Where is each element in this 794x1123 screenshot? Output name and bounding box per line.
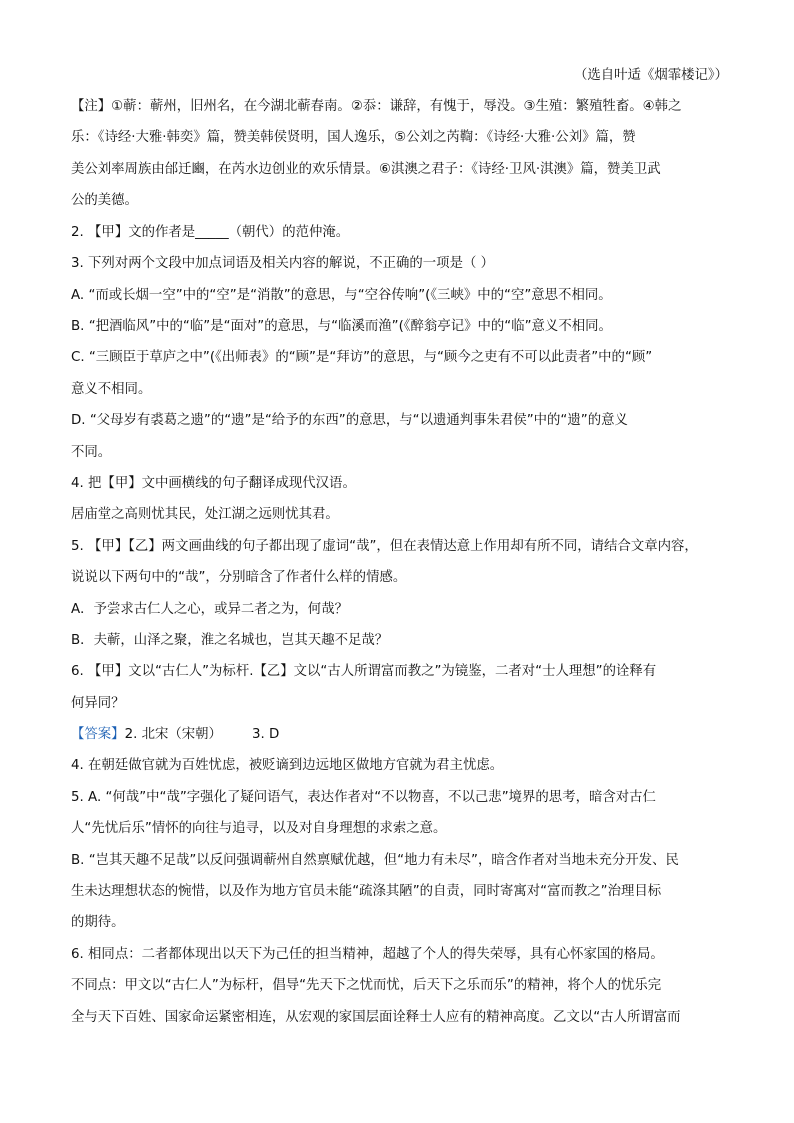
note-line-4: 公的美德。	[71, 193, 138, 208]
answer-4: 4. 在朝廷做官就为百姓忧虑，被贬谪到边远地区做地方官就为君主忧虑。	[71, 758, 504, 773]
answer-5a-line-1: 5. A. “何哉”中“哉”字强化了疑问语气，表达作者对“不以物喜，不以己悲”境界的思考，暗含对古仁	[71, 790, 656, 805]
answer-5a-line-2: 人“先忧后乐”情怀的向往与追寻，以及对自身理想的求索之意。	[71, 821, 447, 836]
answer-5b-line-3: 的期待。	[71, 915, 125, 930]
note-line-2: 乐：《诗经·大雅·韩奕》篇，赞美韩侯贤明，国人逸乐，⑤公刘之芮鞫：《诗经·大雅·公刘》篇，赞	[71, 130, 636, 145]
question-3-option-a: A. “而或长烟一空”中的“空”是“消散”的意思，与“空谷传响”(《三峡》中的“空”意思不相同。	[71, 288, 612, 303]
question-6-stem-line-1: 6. 【甲】文以“古仁人”为标杆.【乙】文以“古人所谓富而教之”为镜鉴，二者对“士人理想”的诠释有	[71, 664, 657, 679]
answers-line	[71, 725, 731, 745]
question-6-stem-line-2: 何异同？	[71, 696, 125, 711]
answer-tag: 【答案】	[71, 727, 125, 742]
question-4-sentence: 居庙堂之高则忧其民，处江湖之远则忧其君。	[71, 507, 339, 522]
question-5-option-b: B．夫蕲，山泽之聚，淮之名城也，岂其天趣不足哉？	[71, 633, 389, 648]
source-citation: （选自叶适《烟霏楼记》）	[574, 68, 728, 83]
answer-6-line-1: 6. 相同点：二者都体现出以天下为己任的担当精神，超越了个人的得失荣辱，具有心怀家国的格局。	[71, 947, 664, 962]
question-5-stem-line-1: 5. 【甲】【乙】两文画曲线的句子都出现了虚词“哉”，但在表情达意上作用却有所不同，请结合文章内容，	[71, 539, 698, 554]
question-3-option-b: B. “把酒临风”中的“临”是“面对”的意思，与“临溪而渔”(《醉翁亭记》中的“临”意义不相同。	[71, 319, 612, 334]
answer-5b-line-2: 生未达理想状态的惋惜，以及作为地方官员未能“疏涤其陋”的自责，同时寄寓对“富而教之”治理目标	[71, 884, 662, 899]
question-4-stem: 4. 把【甲】文中画横线的句子翻译成现代汉语。	[71, 476, 356, 491]
question-3-stem: 3. 下列对两个文段中加点词语及相关内容的解说，不正确的一项是（ ）	[71, 256, 495, 271]
answer-6-line-3: 全与天下百姓、国家命运紧密相连，从宏观的家国层面诠释士人应有的精神高度。乙文以“古人所谓富而	[71, 1010, 681, 1025]
question-5-option-a: A．予尝求古仁人之心，或异二者之为，何哉？	[71, 602, 348, 617]
question-3-option-d-line-2: 不同。	[71, 445, 112, 460]
question-3-option-c-line-1: C. “三顾臣于草庐之中”(《出师表》的“顾”是“拜访”的意思，与“顾今之吏有不可以此责者”中的“顾”	[71, 350, 653, 365]
note-line-3: 美公刘率周族由邰迁豳，在芮水边创业的欢乐情景。⑥淇澳之君子：《诗经·卫风·淇澳》篇，赞美卫武	[71, 162, 661, 177]
question-3-option-d-line-1: D. “父母岁有裘葛之遗”的“遗”是“给予的东西”的意思，与“以遗通判事朱君侯”中的“遗”的意义	[71, 413, 628, 428]
answer-5b-line-1: B. “岂其天趣不足哉”以反问强调蕲州自然禀赋优越，但“地力有未尽”，暗含作者对当地未充分开发、民	[71, 853, 679, 868]
question-3-option-c-line-2: 意义不相同。	[71, 382, 152, 397]
question-5-stem-line-2: 说说以下两句中的“哉”，分别暗含了作者什么样的情感。	[71, 570, 407, 585]
question-2: 2. 【甲】文的作者是_____（朝代）的范仲淹。	[71, 225, 350, 240]
answer-2: 2. 北宋（宋朝）	[124, 727, 222, 742]
note-line-1: 【注】①蕲：蕲州，旧州名，在今湖北蕲春南。②忝：谦辞，有愧于，辱没。③生殖：繁殖牲畜。④韩之	[71, 99, 682, 114]
answer-6-line-2: 不同点：甲文以“古仁人”为标杆，倡导“先天下之忧而忧，后天下之乐而乐”的精神，将个人的忧乐完	[71, 978, 662, 993]
answer-3: 3. D	[251, 727, 280, 742]
